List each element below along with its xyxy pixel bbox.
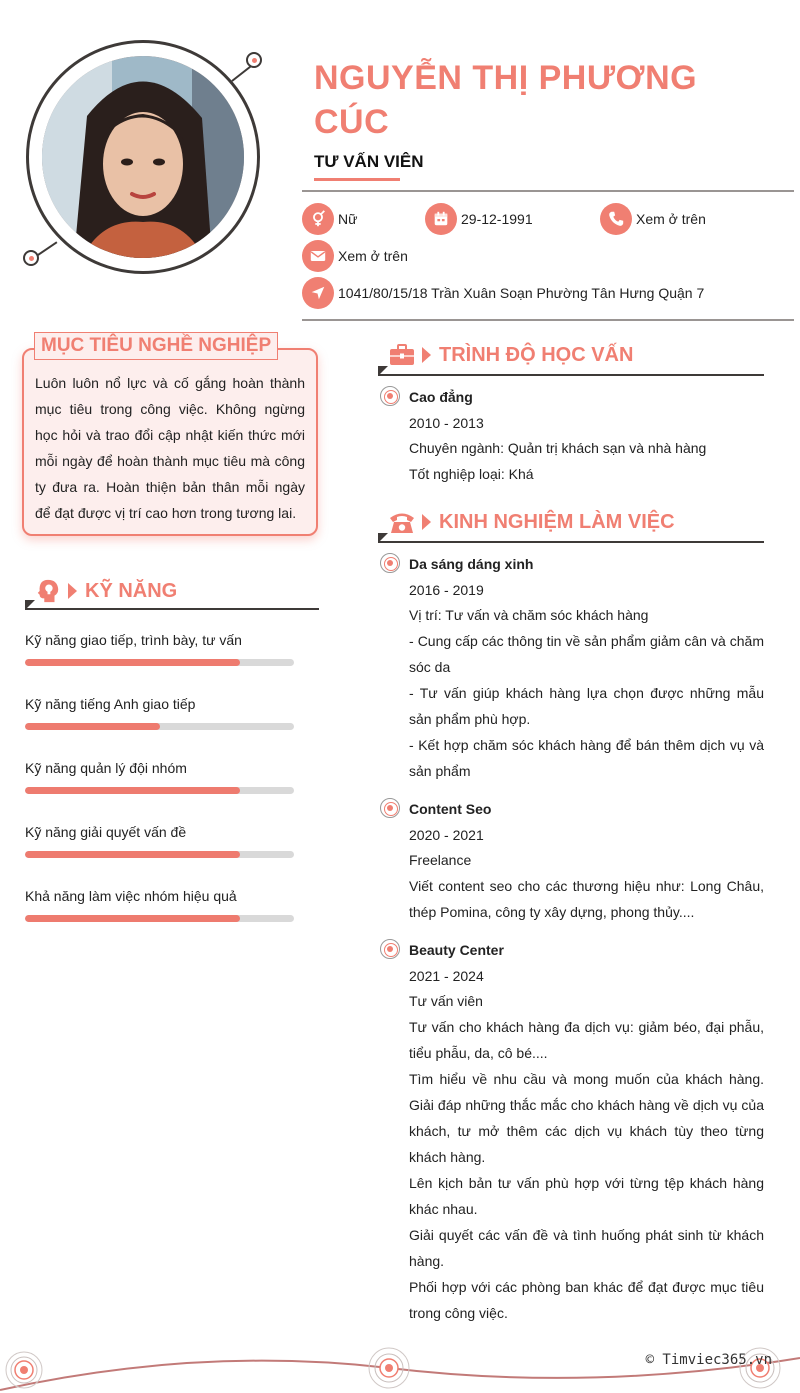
header-divider-top bbox=[302, 190, 794, 192]
education-title: TRÌNH ĐỘ HỌC VẤN bbox=[439, 343, 634, 366]
skills-title: KỸ NĂNG bbox=[85, 579, 178, 602]
skill-bar-fill bbox=[25, 659, 240, 666]
experience-detail: Phối hợp với các phòng ban khác để đạt được mục tiêu trong công việc. bbox=[409, 1279, 764, 1321]
skill-bar bbox=[25, 659, 294, 666]
address-info bbox=[302, 277, 704, 309]
skill-name: Khả năng làm việc nhóm hiệu quả bbox=[25, 888, 237, 904]
calendar-icon bbox=[425, 203, 457, 235]
experience-detail: Tìm hiểu về nhu cầu và mong muốn của khách hàng. Giải đáp những thắc mắc cho khách hàng về dịch vụ của khách, tư mở thêm các dịch vụ khách tùy theo từng khách hàng. bbox=[409, 1071, 764, 1165]
briefcase-icon bbox=[388, 341, 416, 369]
head-bulb-icon bbox=[34, 577, 62, 605]
header-divider-bottom bbox=[302, 319, 794, 321]
avatar-pin-bottom bbox=[23, 250, 39, 266]
phone-info bbox=[600, 203, 706, 235]
chevron-right-icon bbox=[422, 514, 431, 530]
education-heading bbox=[388, 341, 633, 369]
skill-name: Kỹ năng quản lý đội nhóm bbox=[25, 760, 187, 776]
experience-detail: Tư vấn cho khách hàng đa dịch vụ: giảm béo, đại phẫu, tiểu phẫu, da, cô bé.... bbox=[409, 1019, 764, 1061]
skill-bar bbox=[25, 787, 294, 794]
skill-bar bbox=[25, 851, 294, 858]
objective-title: MỤC TIÊU NGHỀ NGHIỆP bbox=[34, 332, 278, 360]
education-period: 2010 - 2013 bbox=[409, 415, 484, 431]
location-arrow-icon bbox=[302, 277, 334, 309]
skill-bar bbox=[25, 723, 294, 730]
experience-entry bbox=[409, 799, 764, 925]
chevron-right-icon bbox=[422, 347, 431, 363]
skills-heading bbox=[34, 577, 177, 605]
chevron-right-icon bbox=[68, 583, 77, 599]
experience-detail: Tư vấn viên bbox=[409, 993, 483, 1009]
gender-value: Nữ bbox=[338, 211, 358, 227]
experience-detail: Viết content seo cho các thương hiệu như: Long Châu, thép Pomina, công ty xây dựng, phong thủy.... bbox=[409, 878, 764, 920]
email-value: Xem ở trên bbox=[338, 248, 408, 264]
skills-divider bbox=[25, 608, 319, 610]
education-major: Chuyên ngành: Quản trị khách sạn và nhà hàng bbox=[409, 440, 707, 456]
timeline-dot-icon bbox=[380, 386, 400, 406]
experience-heading bbox=[388, 508, 675, 536]
timeline-dot-icon bbox=[380, 553, 400, 573]
experience-period: 2021 - 2024 bbox=[409, 968, 484, 984]
full-name: NGUYỄN THỊ PHƯƠNG CÚC bbox=[314, 59, 698, 141]
skill-bar-fill bbox=[25, 851, 240, 858]
skill-bar-fill bbox=[25, 915, 240, 922]
birthday-value: 29-12-1991 bbox=[461, 211, 533, 227]
gender-info bbox=[302, 203, 357, 235]
experience-detail: - Kết hợp chăm sóc khách hàng để bán thêm dịch vụ và sản phẩm bbox=[409, 737, 764, 779]
experience-detail: Giải quyết các vấn đề và tình huống phát sinh từ khách hàng. bbox=[409, 1227, 764, 1269]
gender-icon bbox=[302, 203, 334, 235]
experience-detail: - Tư vấn giúp khách hàng lựa chọn được những mẫu sản phẩm phù hợp. bbox=[409, 685, 764, 727]
avatar bbox=[42, 56, 244, 258]
skill-bar bbox=[25, 915, 294, 922]
birthday-info bbox=[425, 203, 533, 235]
skill-bar-fill bbox=[25, 723, 160, 730]
avatar-frame bbox=[26, 40, 260, 274]
mail-icon bbox=[302, 240, 334, 272]
skill-name: Kỹ năng giao tiếp, trình bày, tư vấn bbox=[25, 632, 242, 648]
skill-name: Kỹ năng tiếng Anh giao tiếp bbox=[25, 696, 196, 712]
skill-bar-fill bbox=[25, 787, 240, 794]
education-school: Cao đẳng bbox=[409, 389, 473, 405]
experience-detail: Vị trí: Tư vấn và chăm sóc khách hàng bbox=[409, 607, 649, 623]
education-divider-corner bbox=[378, 366, 388, 376]
email-info bbox=[302, 240, 408, 272]
experience-company: Da sáng dáng xinh bbox=[409, 556, 534, 572]
copyright-text: © Timviec365.vn bbox=[645, 1352, 772, 1368]
experience-divider-corner bbox=[378, 533, 388, 543]
experience-detail: Lên kịch bản tư vấn phù hợp với từng tệp khách hàng khác nhau. bbox=[409, 1175, 764, 1217]
experience-company: Beauty Center bbox=[409, 942, 504, 958]
footer-target-center bbox=[369, 1348, 409, 1388]
telephone-icon bbox=[388, 508, 416, 536]
phone-value: Xem ở trên bbox=[636, 211, 706, 227]
experience-company: Content Seo bbox=[409, 801, 492, 817]
timeline-dot-icon bbox=[380, 939, 400, 959]
avatar-illustration bbox=[42, 56, 244, 258]
job-title: TƯ VẤN VIÊN bbox=[314, 152, 424, 171]
education-entry bbox=[409, 387, 764, 487]
experience-divider bbox=[378, 541, 764, 543]
address-value: 1041/80/15/18 Trần Xuân Soạn Phường Tân Hưng Quận 7 bbox=[338, 285, 705, 301]
job-title-underline bbox=[314, 178, 400, 181]
experience-title: KINH NGHIỆM LÀM VIỆC bbox=[439, 510, 675, 533]
footer-target-left bbox=[6, 1352, 42, 1388]
experience-detail: Freelance bbox=[409, 852, 472, 868]
timeline-dot-icon bbox=[380, 798, 400, 818]
skill-name: Kỹ năng giải quyết vấn đề bbox=[25, 824, 187, 840]
phone-icon bbox=[600, 203, 632, 235]
education-grade: Tốt nghiệp loại: Khá bbox=[409, 466, 534, 482]
experience-period: 2016 - 2019 bbox=[409, 582, 484, 598]
education-divider bbox=[378, 374, 764, 376]
experience-entry bbox=[409, 940, 764, 1326]
avatar-pin-top bbox=[246, 52, 262, 68]
objective-text: Luôn luôn nổ lực và cố gắng hoàn thành mục tiêu trong công việc. Không ngừng học hỏi và trao đổi cập nhật kiến thức mới mỗi ngày để hoàn thành mục tiêu mà công ty đưa ra. Hoàn thiện bản thân mỗi ngày để đạt được vị trí cao hơn trong tương lai. bbox=[35, 375, 305, 521]
experience-entry bbox=[409, 554, 764, 784]
skills-divider-corner bbox=[25, 600, 35, 610]
experience-detail: - Cung cấp các thông tin về sản phẩm giảm cân và chăm sóc da bbox=[409, 633, 764, 675]
experience-period: 2020 - 2021 bbox=[409, 827, 484, 843]
